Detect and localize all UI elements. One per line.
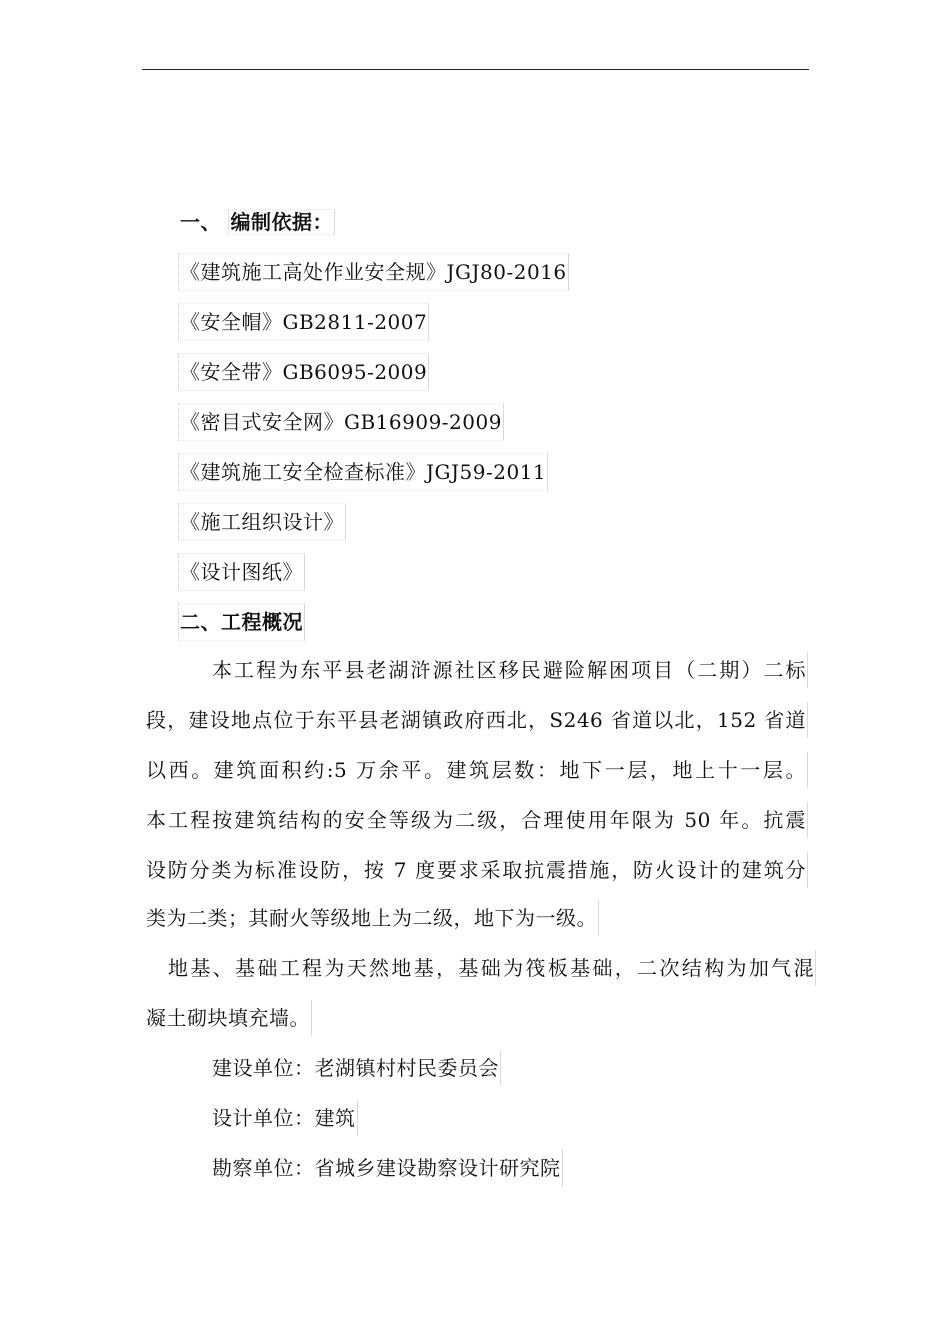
design-unit: 设计单位：建筑 [212,1100,358,1136]
overview-line: 类为二类；其耐火等级地上为二级，地下为一级。 [146,900,599,936]
section1-heading [180,204,335,240]
foundation-line: 地基、基础工程为天然地基，基础为筏板基础，二次结构为加气混 [168,950,816,986]
reference-item: 《设计图纸》 [178,553,305,591]
section1-prefix: 一、 [180,210,221,234]
overview-line: 本工程为东平县老湖浒源社区移民避险解困项目（二期）二标 [212,652,808,688]
reference-item: 《密目式安全网》GB16909-2009 [178,403,504,441]
overview-line: 段，建设地点位于东平县老湖镇政府西北，S246 省道以北，152 省道 [146,702,808,738]
section2-heading: 二、工程概况 [178,603,305,641]
overview-line: 设防分类为标准设防，按 7 度要求采取抗震措施，防火设计的建筑分 [146,852,808,888]
reference-item: 《建筑施工高处作业安全规》JGJ80-2016 [178,253,569,291]
foundation-line: 凝土砌块填充墙。 [146,1000,312,1036]
reference-item: 《安全带》GB6095-2009 [178,353,429,391]
reference-item: 《安全帽》GB2811-2007 [178,303,429,341]
survey-unit: 勘察单位：省城乡建设勘察设计研究院 [212,1150,563,1186]
construction-unit: 建设单位：老湖镇村村民委员会 [212,1050,501,1086]
overview-line: 以西。建筑面积约:5 万余平。建筑层数：地下一层，地上十一层。 [146,752,808,788]
section1-title: 编制依据： [230,210,333,234]
header-rule [142,69,809,70]
reference-item: 《建筑施工安全检查标准》JGJ59-2011 [178,453,548,491]
overview-line: 本工程按建筑结构的安全等级为二级，合理使用年限为 50 年。抗震 [146,802,808,838]
reference-item: 《施工组织设计》 [178,503,346,541]
